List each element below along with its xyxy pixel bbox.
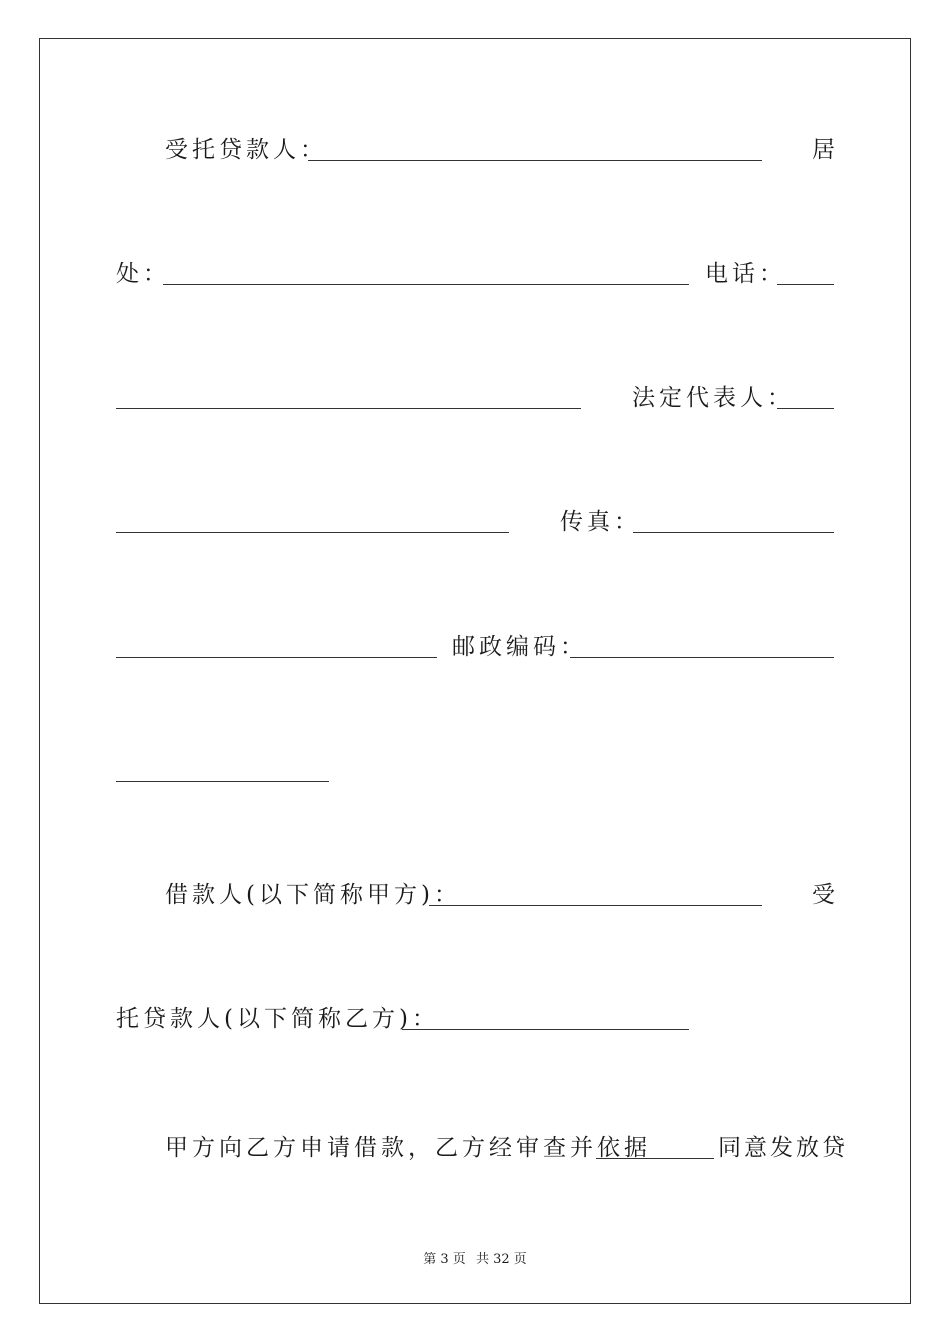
residence-blank[interactable] bbox=[163, 284, 689, 285]
page-footer bbox=[0, 1248, 950, 1267]
residence-char-ju: 居 bbox=[812, 137, 839, 163]
residence-label: 处： bbox=[116, 261, 170, 287]
trustee2-label: 托贷款人(以下简称乙方)： bbox=[116, 1006, 439, 1032]
page-number: 第 3 页 bbox=[423, 1252, 466, 1267]
trustee-char-shou: 受 bbox=[812, 882, 839, 908]
trustee-blank[interactable] bbox=[308, 160, 762, 161]
fax-blank[interactable] bbox=[633, 532, 834, 533]
legal-rep-blank[interactable] bbox=[777, 408, 834, 409]
paragraph-end: 同意发放贷 bbox=[718, 1135, 848, 1161]
phone-label: 电话： bbox=[705, 261, 786, 287]
legal-rep-label: 法定代表人： bbox=[632, 385, 794, 411]
borrower-blank[interactable] bbox=[429, 905, 762, 906]
trustee-label: 受托贷款人： bbox=[165, 137, 327, 163]
phone-blank[interactable] bbox=[777, 284, 834, 285]
fax-label: 传真： bbox=[560, 509, 641, 535]
postcode-blank[interactable] bbox=[570, 657, 834, 658]
postcode-blank-continued[interactable] bbox=[116, 781, 329, 782]
basis-blank[interactable] bbox=[596, 1158, 714, 1159]
legal-rep-blank-continued[interactable] bbox=[116, 532, 509, 533]
fax-blank-continued[interactable] bbox=[116, 657, 437, 658]
page-border bbox=[39, 38, 911, 1304]
paragraph-start: 甲方向乙方申请借款，乙方经审查并依据 bbox=[165, 1135, 651, 1161]
postcode-label: 邮政编码： bbox=[452, 634, 587, 660]
page-total: 共 32 页 bbox=[475, 1252, 527, 1267]
phone-blank-continued[interactable] bbox=[116, 408, 581, 409]
trustee2-blank[interactable] bbox=[402, 1029, 689, 1030]
borrower-label: 借款人(以下简称甲方)： bbox=[165, 882, 461, 908]
